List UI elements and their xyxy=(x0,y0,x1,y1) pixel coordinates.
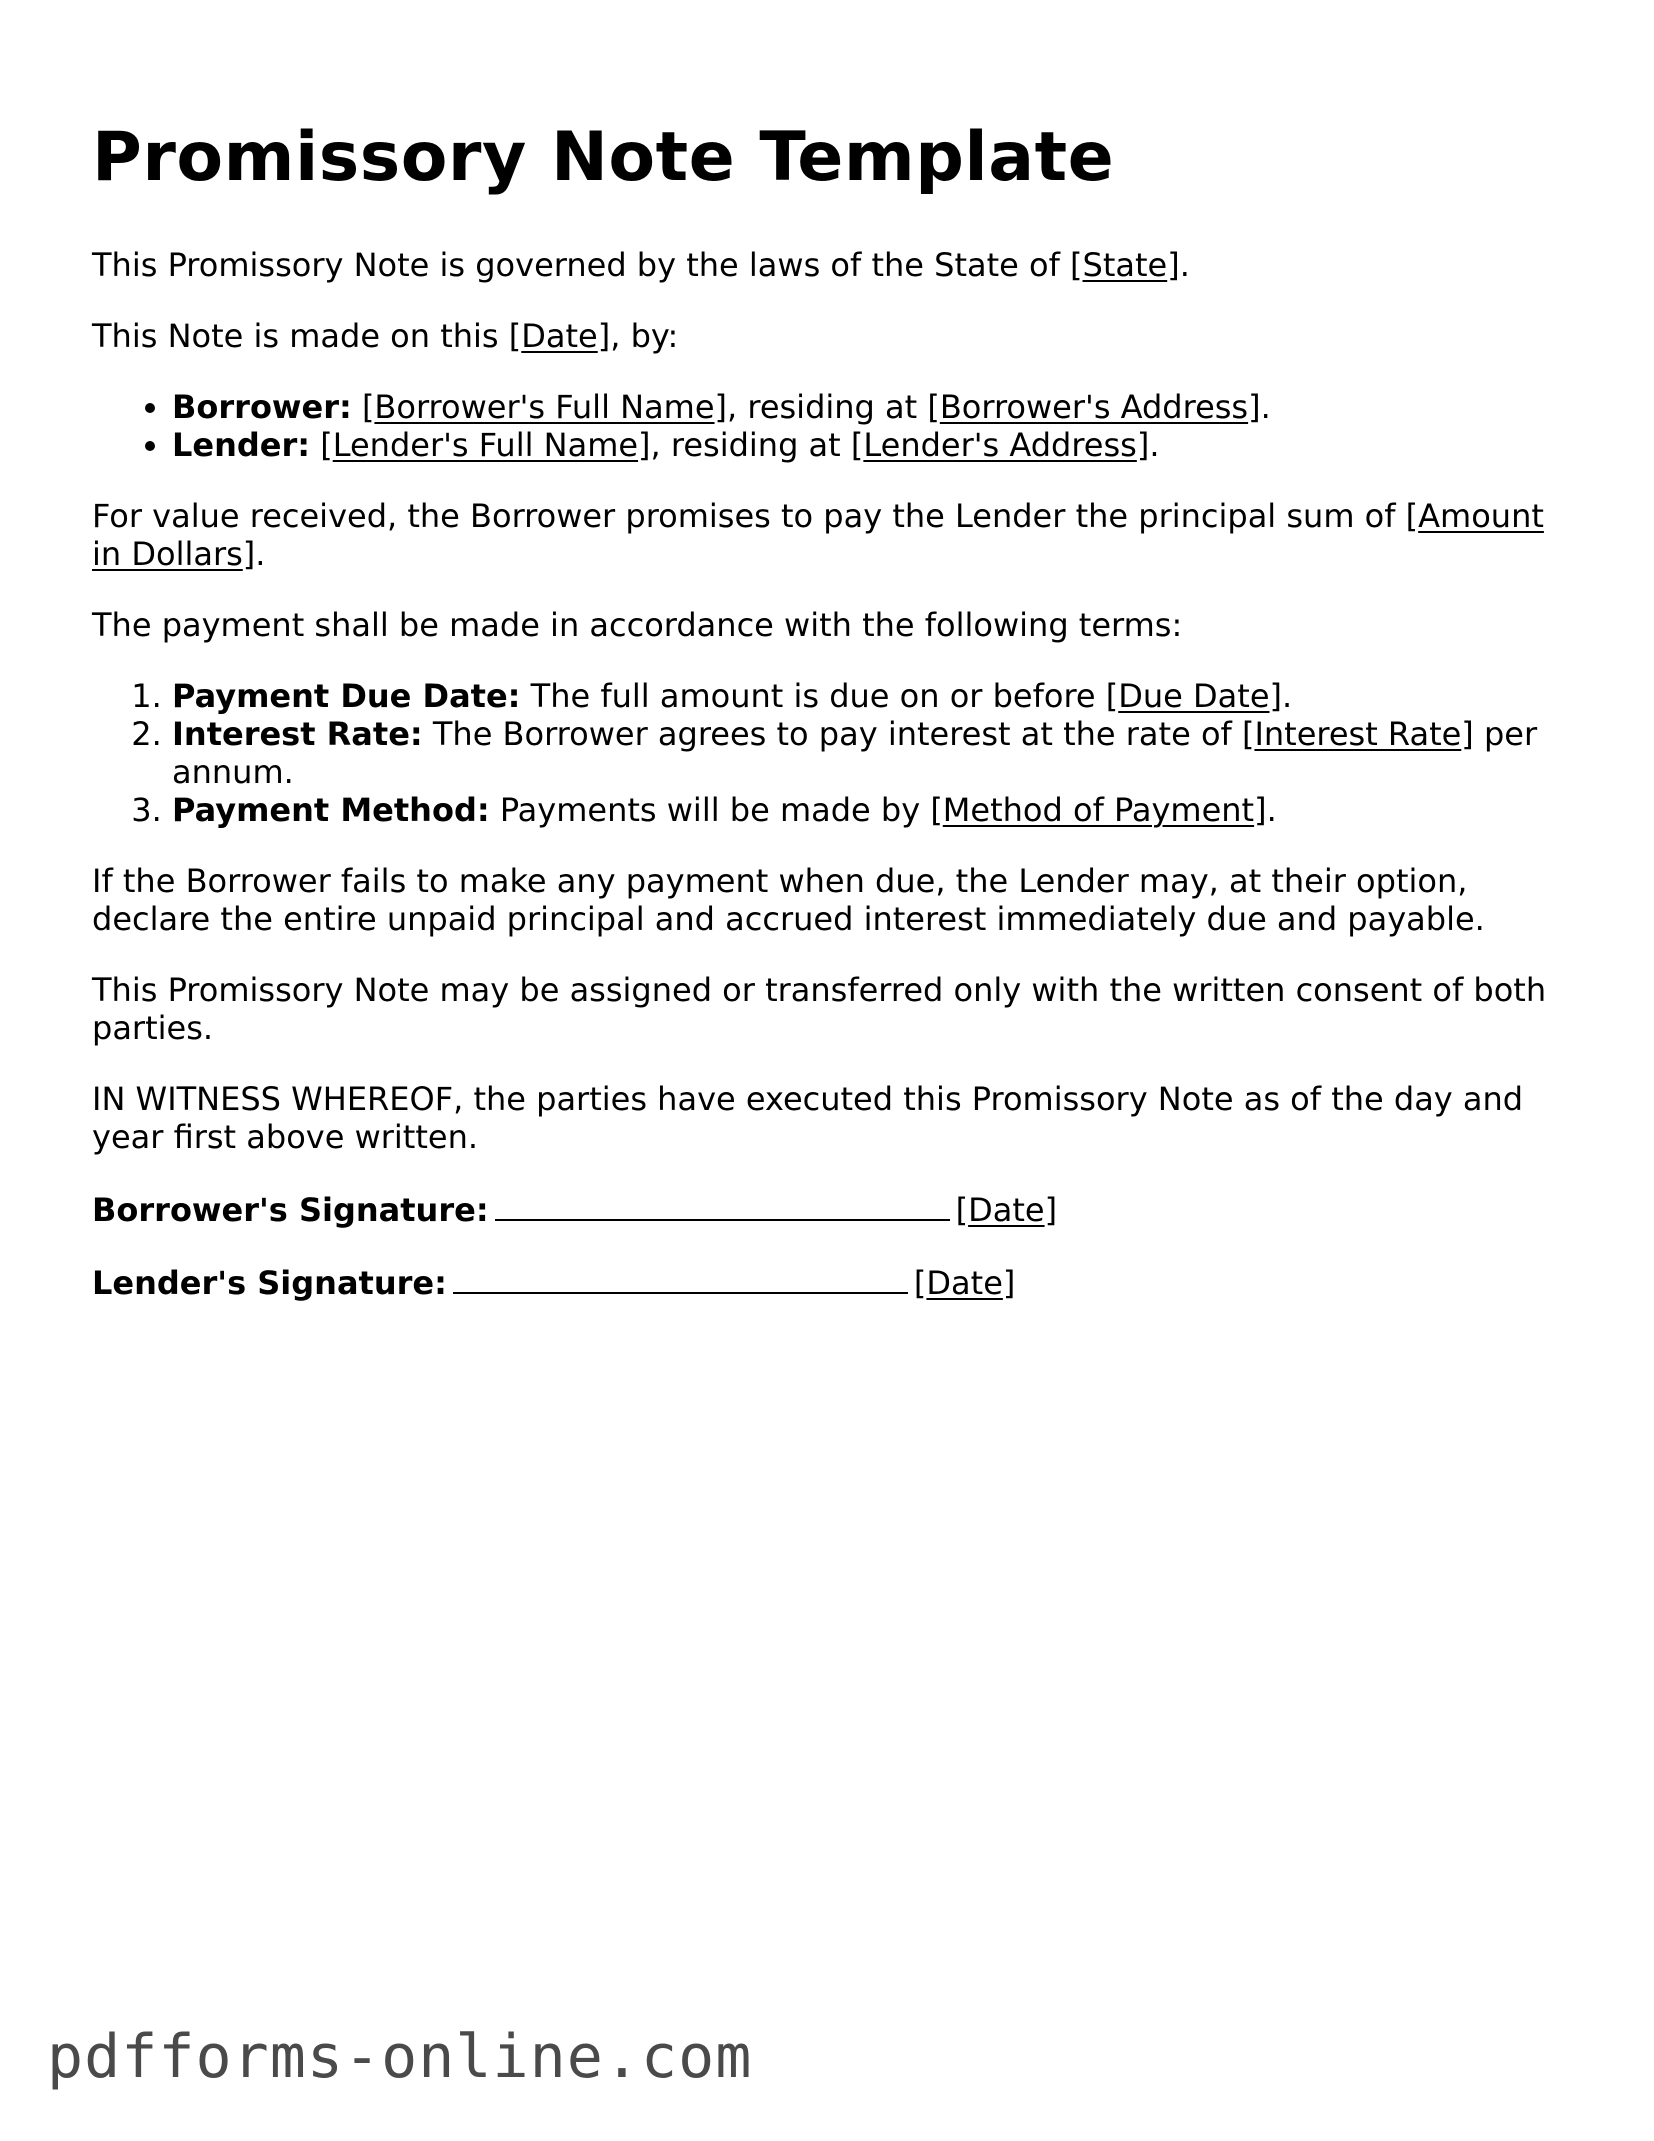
governing-text: This Promissory Note is governed by the laws of the State of [ xyxy=(92,246,1083,284)
bracket-open: [ xyxy=(955,1191,969,1229)
lender-signature-row xyxy=(92,1262,1572,1302)
assignment-paragraph: This Promissory Note may be assigned or transferred only with the written consent of both parties. xyxy=(92,971,1547,1047)
term-text: The Borrower agrees to pay interest at the rate of [ xyxy=(422,715,1255,753)
bracket-close: ]. xyxy=(1248,388,1271,426)
default-paragraph: If the Borrower fails to make any payment when due, the Lender may, at their option, declare the entire unpaid principal and accrued interest immediately due and payable. xyxy=(92,862,1485,938)
borrower-signature-date-field[interactable]: Date xyxy=(968,1191,1045,1229)
governing-law-paragraph xyxy=(92,246,1572,284)
made-on-text: This Note is made on this [ xyxy=(92,317,522,355)
bracket-open: [ xyxy=(310,426,333,464)
borrower-name-field[interactable]: Borrower's Full Name xyxy=(374,388,715,426)
term-text: The full amount is due on or before [ xyxy=(520,677,1119,715)
lender-signature-label: Lender's Signature: xyxy=(92,1264,447,1302)
party-lender xyxy=(172,426,1572,464)
principal-text: For value received, the Borrower promises to pay the Lender the principal sum of [ xyxy=(92,497,1419,535)
parties-list xyxy=(92,388,1572,464)
due-date-field[interactable]: Due Date xyxy=(1118,677,1270,715)
terms-list xyxy=(92,677,1572,829)
terms-intro: The payment shall be made in accordance with the following terms: xyxy=(92,606,1183,644)
term-label: Payment Due Date: xyxy=(172,677,521,715)
term-interest-rate xyxy=(172,715,1572,791)
bracket-close: ] xyxy=(1002,1264,1016,1302)
bracket-close: ]. xyxy=(1136,426,1160,464)
lender-signature-date-field[interactable]: Date xyxy=(926,1264,1003,1302)
site-watermark: pdfforms-online.com xyxy=(47,2022,753,2092)
party-borrower xyxy=(172,388,1572,426)
bracket-close: ] xyxy=(1044,1191,1058,1229)
lender-address-field[interactable]: Lender's Address xyxy=(863,426,1137,464)
borrower-signature-row xyxy=(92,1189,1572,1229)
state-field[interactable]: State xyxy=(1082,246,1168,284)
governing-close: ]. xyxy=(1167,246,1190,284)
borrower-signature-line[interactable] xyxy=(495,1189,950,1221)
term-label: Interest Rate: xyxy=(172,715,423,753)
term-due-date xyxy=(172,677,1572,715)
principal-close: ]. xyxy=(242,535,266,573)
page-title: Promissory Note Template xyxy=(92,118,1115,197)
note-date-field[interactable]: Date xyxy=(521,317,598,355)
lender-signature-line[interactable] xyxy=(453,1262,908,1294)
residing-text: ], residing at [ xyxy=(638,426,864,464)
term-close: ]. xyxy=(1269,677,1293,715)
made-on-paragraph xyxy=(92,317,1572,355)
document-page xyxy=(92,118,1572,1335)
lender-name-field[interactable]: Lender's Full Name xyxy=(332,426,639,464)
lender-label: Lender: xyxy=(172,426,311,464)
borrower-label: Borrower: xyxy=(172,388,352,426)
amount-field[interactable]: Amount in Dollars xyxy=(92,497,1544,573)
residing-text: ], residing at [ xyxy=(714,388,940,426)
term-label: Payment Method: xyxy=(172,791,490,829)
term-text: Payments will be made by [ xyxy=(489,791,943,829)
payment-method-field[interactable]: Method of Payment xyxy=(942,791,1255,829)
principal-paragraph xyxy=(92,497,1572,573)
bracket-open: [ xyxy=(913,1264,927,1302)
witness-paragraph: IN WITNESS WHEREOF, the parties have executed this Promissory Note as of the day and year first above written. xyxy=(92,1080,1524,1156)
bracket-open: [ xyxy=(351,388,375,426)
term-close: ]. xyxy=(1254,791,1277,829)
term-payment-method xyxy=(172,791,1572,829)
borrower-address-field[interactable]: Borrower's Address xyxy=(939,388,1249,426)
interest-rate-field[interactable]: Interest Rate xyxy=(1254,715,1462,753)
made-on-close: ], by: xyxy=(597,317,679,355)
term-close: ] per annum. xyxy=(172,715,1538,791)
borrower-signature-label: Borrower's Signature: xyxy=(92,1191,489,1229)
